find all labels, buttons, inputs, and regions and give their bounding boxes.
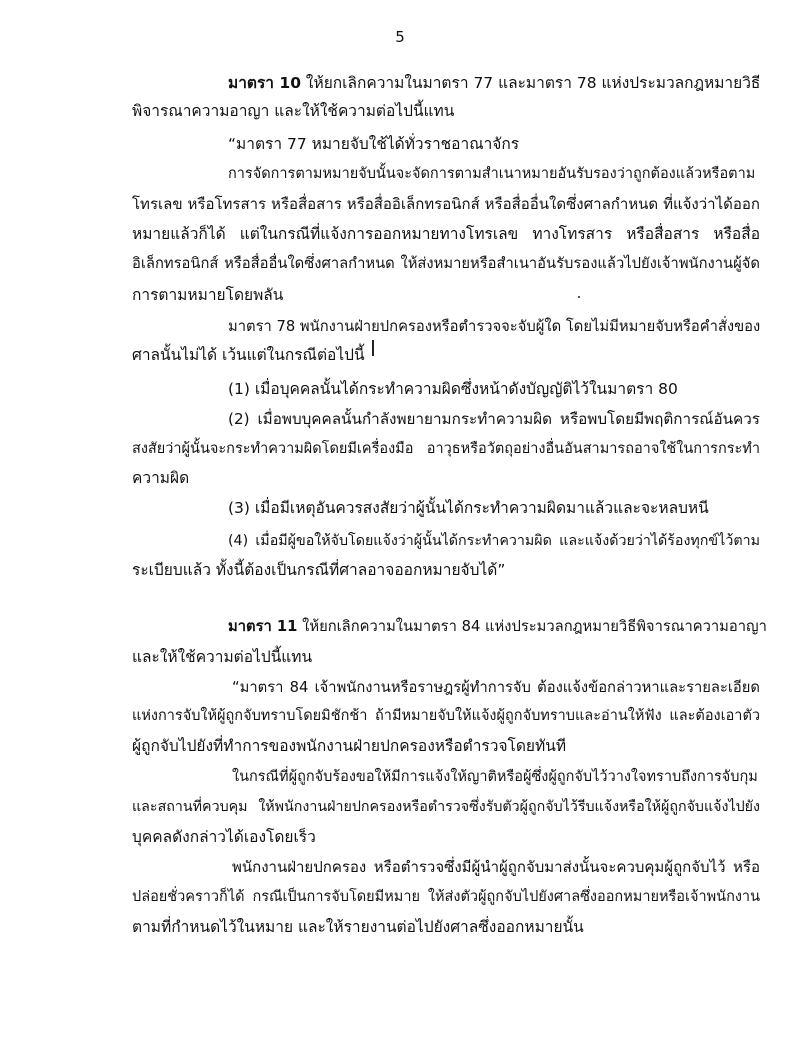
section-10-line-2: พิจารณาความอาญา และให้ใช้ความต่อไปนี้แทน xyxy=(132,102,455,120)
article-84-para-2-line-3: บุคคลดังกล่าวได้เองโดยเร็ว xyxy=(132,828,316,846)
article-78-line-2: ศาลนั้นไม่ได้ เว้นแต่ในกรณีต่อไปนี้ xyxy=(132,346,365,364)
article-78-item-4-line-2: ระเบียบแล้ว ทั้งนี้ต้องเป็นกรณีที่ศาลอาจออกหมายจับได้” xyxy=(132,561,506,579)
article-84-para-3-line-1: พนักงานฝ่ายปกครอง หรือตำรวจซึ่งมีผู้นำผู้ถูกจับมาส่งนั้นจะควบคุมผู้ถูกจับไว้ หรือ xyxy=(232,858,760,876)
section-11-text: ให้ยกเลิกความในมาตรา 84 แห่งประมวลกฎหมายวิธีพิจารณาความอาญา xyxy=(297,618,767,635)
article-78-line-1: มาตรา 78 พนักงานฝ่ายปกครองหรือตำรวจจะจับผู้ใด โดยไม่มีหมายจับหรือคำสั่งของ xyxy=(228,318,761,335)
article-84-line-1: “มาตรา 84 เจ้าพนักงานหรือราษฎรผู้ทำการจับ ต้องแจ้งข้อกล่าวหาและรายละเอียด xyxy=(232,679,760,696)
article-77-line-2: โทรเลข หรือโทรสาร หรือสื่อสาร หรือสื่ออิเล็กทรอนิกส์ หรือสื่ออื่นใดซึ่งศาลกำหนด ที่แจ้งว่าได้ออก xyxy=(132,195,760,213)
section-11-heading: มาตรา 11 xyxy=(228,618,298,635)
article-77-line-4: อิเล็กทรอนิกส์ หรือสื่ออื่นใดซึ่งศาลกำหนด ให้ส่งหมายหรือสำเนาอันรับรองแล้วไปยังเจ้าพนักงานผู้จัด xyxy=(132,255,760,272)
article-84-para-3-line-3: ตามที่กำหนดไว้ในหมาย และให้รายงานต่อไปยังศาลซึ่งออกหมายนั้น xyxy=(132,918,584,936)
article-84-line-3: ผู้ถูกจับไปยังที่ทำการของพนักงานฝ่ายปกครองหรือตำรวจโดยทันที xyxy=(132,737,567,755)
article-78-item-2-line-3: ความผิด xyxy=(132,469,190,487)
article-84-line-2: แห่งการจับให้ผู้ถูกจับทราบโดยมิชักช้า ถ้ามีหมายจับให้แจ้งผู้ถูกจับทราบและอ่านให้ฟัง และต้องเอาตัว xyxy=(132,708,760,724)
article-77-line-3: หมายแล้วก็ได้ แต่ในกรณีที่แจ้งการออกหมายทางโทรเลข ทางโทรสาร หรือสื่อสาร หรือสื่อ xyxy=(132,225,760,243)
article-77-line-1: การจัดการตามหมายจับนั้นจะจัดการตามสำเนาหมายอันรับรองว่าถูกต้องแล้วหรือตาม xyxy=(228,166,756,182)
section-10-line-1 xyxy=(228,72,760,94)
article-84-para-2-line-1: ในกรณีที่ผู้ถูกจับร้องขอให้มีการแจ้งให้ญาติหรือผู้ซึ่งผู้ถูกจับไว้วางใจทราบถึงการจับกุม xyxy=(232,769,758,785)
article-84-para-2-line-2: และสถานที่ควบคุม ให้พนักงานฝ่ายปกครองหรือตำรวจซึ่งรับตัวผู้ถูกจับไว้รีบแจ้งหรือให้ผู้ถูกจับแจ้งไปยัง xyxy=(132,799,760,815)
section-11-line-1 xyxy=(228,616,767,638)
section-10-heading: มาตรา 10 xyxy=(228,74,301,92)
section-10-text: ให้ยกเลิกความในมาตรา 77 และมาตรา 78 แห่งประมวลกฎหมายวิธี xyxy=(300,74,761,92)
article-77-title: “มาตรา 77 หมายจับใช้ได้ทั่วราชอาณาจักร xyxy=(228,135,520,153)
article-77-line-5: การตามหมายโดยพลัน xyxy=(132,286,284,304)
article-84-para-3-line-2: ปล่อยชั่วคราวก็ได้ กรณีเป็นการจับโดยมีหมาย ให้ส่งตัวผู้ถูกจับไปยังศาลซึ่งออกหมายหรือเจ้าพนักงาน xyxy=(132,889,760,905)
scan-speck xyxy=(578,296,580,298)
article-78-item-2-line-2: สงสัยว่าผู้นั้นจะกระทำความผิดโดยมีเครื่องมือ อาวุธหรือวัตถุอย่างอื่นอันสามารถอาจใช้ในการกระทำ xyxy=(132,441,760,457)
article-78-item-2-line-1: (2) เมื่อพบบุคคลนั้นกำลังพยายามกระทำความผิด หรือพบโดยมีพฤติการณ์อันควร xyxy=(228,410,760,428)
article-78-item-3: (3) เมื่อมีเหตุอันควรสงสัยว่าผู้นั้นได้กระทำความผิดมาแล้วและจะหลบหนี xyxy=(228,499,709,517)
margin-mark xyxy=(372,340,374,356)
article-78-item-1: (1) เมื่อบุคคลนั้นได้กระทำความผิดซึ่งหน้าดังบัญญัติไว้ในมาตรา 80 xyxy=(228,380,678,398)
page-number: 5 xyxy=(395,28,405,46)
section-11-line-2: และให้ใช้ความต่อไปนี้แทน xyxy=(132,648,313,666)
article-78-item-4-line-1: (4) เมื่อมีผู้ขอให้จับโดยแจ้งว่าผู้นั้นได้กระทำความผิด และแจ้งด้วยว่าได้ร้องทุกข์ไว้ตาม xyxy=(228,533,760,549)
